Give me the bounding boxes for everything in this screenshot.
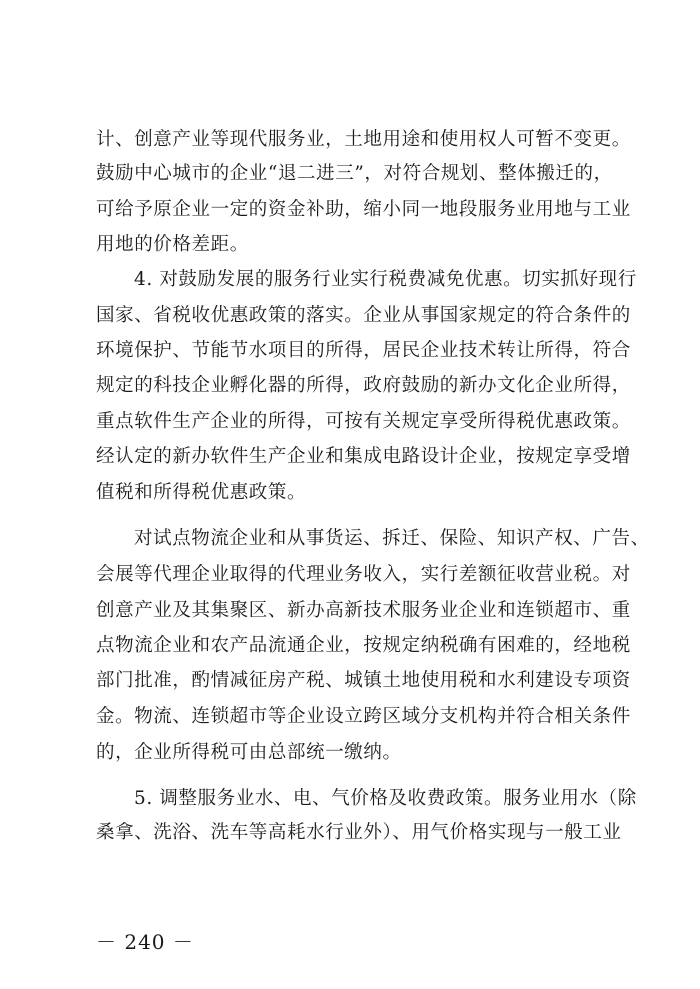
paragraph-start: 对试点物流企业和从事货运、拆迁、保险、知识产权、广告、 (134, 528, 650, 549)
text-line: 重点软件生产企业的所得，可按有关规定享受所得税优惠政策。 (96, 411, 631, 432)
text-line: 国家、省税收优惠政策的落实。企业从事国家规定的符合条件的 (96, 305, 631, 326)
text-line: 值税和所得税优惠政策。 (96, 482, 307, 503)
text-line: 金。物流、连锁超市等企业设立跨区域分支机构并符合相关条件 (96, 706, 631, 727)
text-line: 环境保护、节能节水项目的所得，居民企业技术转让所得，符合 (96, 340, 631, 361)
text-line: 点物流企业和农产品流通企业，按规定纳税确有困难的，经地税 (96, 635, 631, 656)
text-line: 桑拿、洗浴、洗车等高耗水行业外）、用气价格实现与一般工业 (96, 822, 622, 843)
text-line: 的，企业所得税可由总部统一缴纳。 (96, 742, 402, 763)
text-line: 鼓励中心城市的企业“退二进三”，对符合规划、整体搬迁的， (96, 163, 613, 184)
text-line: 规定的科技企业孵化器的所得，政府鼓励的新办文化企业所得， (96, 375, 631, 396)
text-line: 可给予原企业一定的资金补助，缩小同一地段服务业用地与工业 (96, 199, 631, 220)
paragraph-heading-4: 4. 对鼓励发展的服务行业实行税费减免优惠。切实抓好现行 (134, 269, 637, 290)
page-number: － 240 － (96, 930, 194, 954)
text-line: 创意产业及其集聚区、新办高新技术服务业企业和连锁超市、重 (96, 600, 631, 621)
text-line: 计、创意产业等现代服务业，土地用途和使用权人可暂不变更。 (96, 129, 631, 150)
text-line: 部门批准，酌情减征房产税、城镇土地使用税和水利建设专项资 (96, 670, 631, 691)
text-line: 经认定的新办软件生产企业和集成电路设计企业，按规定享受增 (96, 446, 631, 467)
text-line: 用地的价格差距。 (96, 234, 249, 255)
paragraph-heading-5: 5. 调整服务业水、电、气价格及收费政策。服务业用水（除 (134, 788, 637, 809)
text-line: 会展等代理企业取得的代理业务收入，实行差额征收营业税。对 (96, 564, 631, 585)
